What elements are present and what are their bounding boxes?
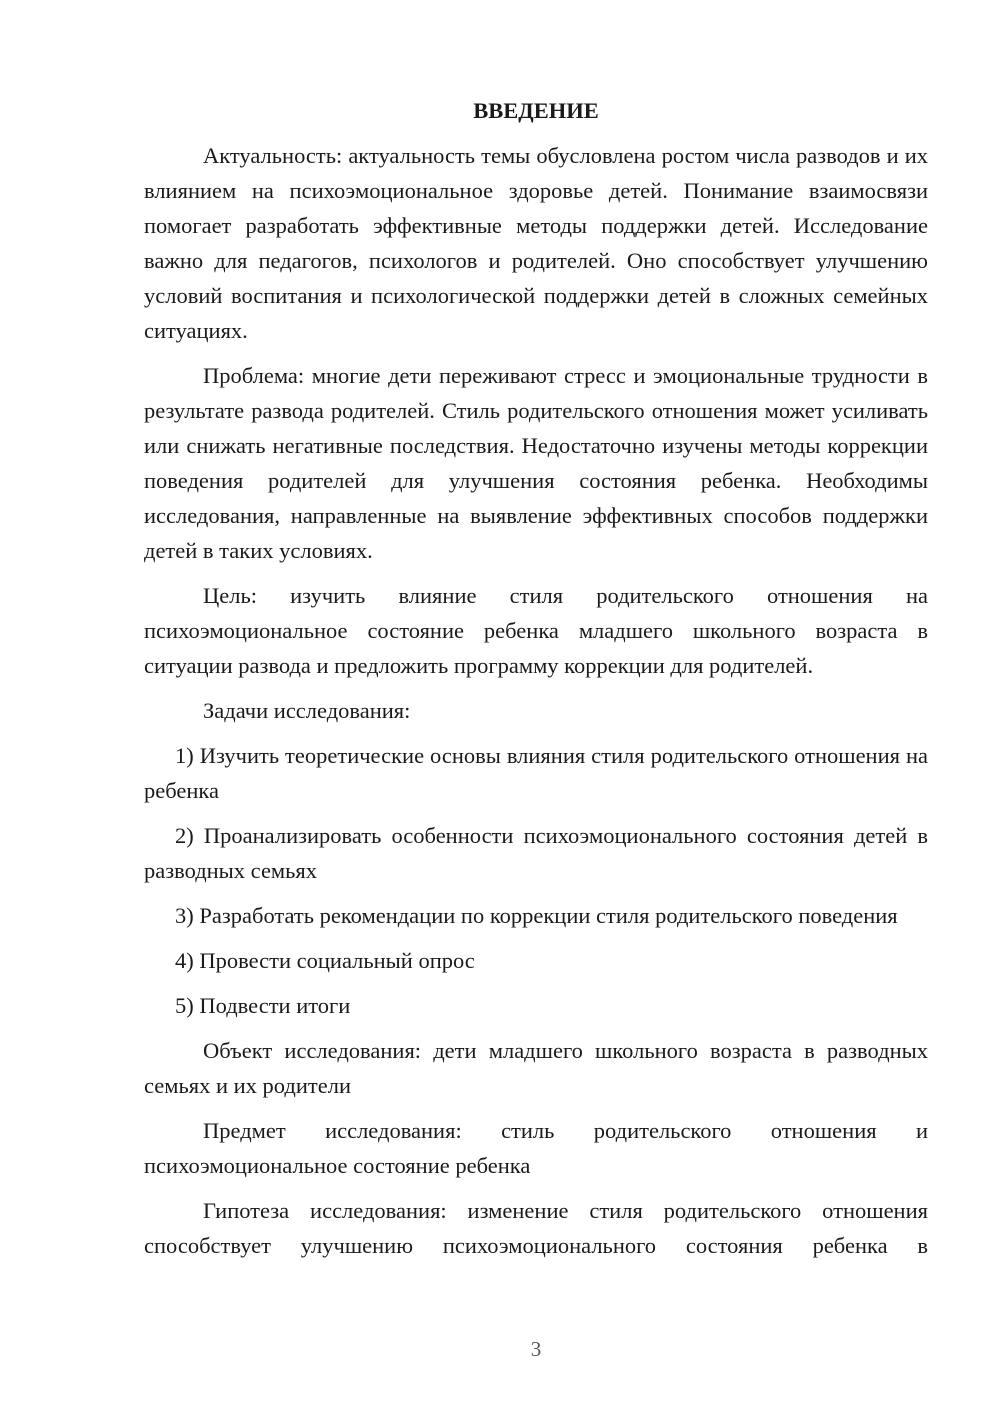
- problem-paragraph: Проблема: многие дети переживают стресс и эмоциональные трудности в результате развода родителей. Стиль родительского отношения может усиливать или снижать негативные последствия. Недостаточно изучены методы коррекции поведения родителей для улучшения состояния ребенка. Необходимы исследования, направленные на выявление эффективных способов поддержки детей в таких условиях.: [144, 363, 928, 563]
- document-body: [144, 93, 928, 1273]
- subject-paragraph: Предмет исследования: стиль родительского отношения и психоэмоциональное состояние ребенка: [144, 1118, 928, 1178]
- object-paragraph: Объект исследования: дети младшего школьного возраста в разводных семьях и их родители: [144, 1038, 928, 1098]
- tasks-heading: Задачи исследования:: [203, 698, 411, 723]
- section-title: ВВЕДЕНИЕ: [473, 98, 599, 123]
- page-number: 3: [530, 1337, 542, 1361]
- task-item-3: 3) Разработать рекомендации по коррекции стиля родительского поведения: [175, 903, 898, 928]
- task-item-2: 2) Проанализировать особенности психоэмоционального состояния детей в разводных семьях: [144, 823, 928, 883]
- hypothesis-paragraph: Гипотеза исследования: изменение стиля родительского отношения способствует улучшению психоэмоционального состояния ребенка в: [144, 1198, 928, 1258]
- task-item-4: 4) Провести социальный опрос: [175, 948, 475, 973]
- goal-paragraph: Цель: изучить влияние стиля родительского отношения на психоэмоциональное состояние ребенка младшего школьного возраста в ситуации развода и предложить программу коррекции для родителей.: [144, 583, 928, 678]
- task-item-5: 5) Подвести итоги: [175, 993, 351, 1018]
- relevance-paragraph: Актуальность: актуальность темы обусловлена ростом числа разводов и их влиянием на психоэмоциональное здоровье детей. Понимание взаимосвязи помогает разработать эффективные методы поддержки детей. Исследование важно для педагогов, психологов и родителей. Оно способствует улучшению условий воспитания и психологической поддержки детей в сложных семейных ситуациях.: [144, 143, 928, 343]
- task-item-1: 1) Изучить теоретические основы влияния стиля родительского отношения на ребенка: [144, 743, 928, 803]
